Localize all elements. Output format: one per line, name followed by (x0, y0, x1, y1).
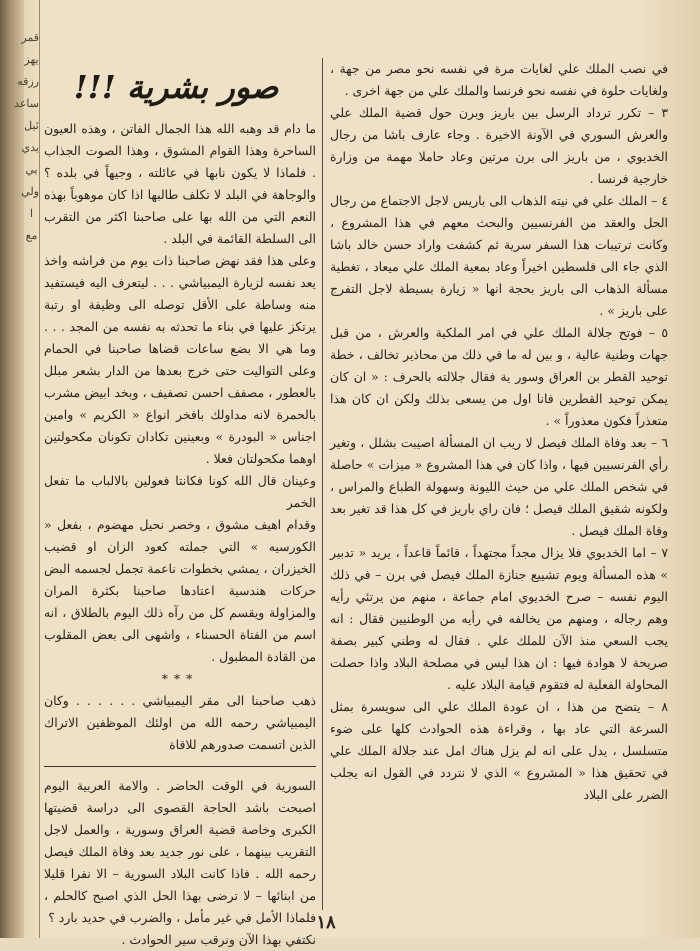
paragraph: وقدام اهيف مشوق ، وخصر نحيل مهضوم ، بفعل « الكورسيه » التي جملته كعود الزان او قضيب الخيزران ، يمشي بخطوات ناعمة تجمل لجسمه البض حركات هندسية اعتادها صاحبنا بكثرة المران والمزاولة ويقسم كل من رآه ذلك اليوم بالطلاق ، انه اسم من الفتاة الحسناء ، واشهى الى بعض المقلوب من القادة المطبول . (44, 517, 316, 664)
edge-word: يي (25, 163, 38, 176)
edge-word: ا (29, 207, 34, 220)
paragraph: ما دام قد وهبه الله هذا الجمال الفاتن ، وهذه العيون الساحرة وهذا القوام المشوق ، وهذا الصوت الجذاب . فلماذا لا يكون نابها في عائلته ، وجيهاً في بلده ؟ والوجاهة في البلد لا تكلف طالبها اذا كان موهوباً بهذه النعم التي من الله بها على صاحبنا اكثر من التقرب الى السلطة القائمة في البلد . (44, 121, 316, 246)
page-number: ١٨ (316, 912, 336, 933)
edge-word: رزقه (17, 75, 39, 88)
edge-word: يدي (21, 141, 39, 154)
book-binding (0, 0, 24, 938)
paragraph: ٥ – فوتح جلالة الملك علي في امر الملكية والعرش ، من قبل جهات وطنية عالية ، و بين له ما في ذلك من محاذير تخالف ، خطة توحيد القطر بن العراق وسور ية فقال جلالته بالحرف : « ان كان يمكن توحيد القطرين فانا اول من يسعى بذلك ولكن ان كان هذا متعذراً فكون معذوراً » . (330, 325, 668, 428)
edge-word: ساعد (14, 97, 39, 110)
paragraph: وعلى هذا فقد نهض صاحبنا ذات يوم من فراشه واخذ يعد نفسه لزيارة اليمبياشي . . . ليتعرف اليه فيستفيد منه وساطة على الأقل توصله الى وظيفة او رتبة يرتكز عليها في بناء ما تحدثه به نفسه من المجد . . . وما هي الا بضع ساعات قضاها صاحبنا في الحمام وعلى التواليت حتى خرج بعدها من الدار بشعر مبلل بالعطور ، مصفف احسن تصفيف ، وبخد ابيض مشرب بالحمرة لانه مداولك بافخر انواع « الكريم » وامين اجناس « البودرة » وبعينين تكادان تكونان مكحولتين اوهما مكحولتان فعلا . (44, 253, 316, 466)
adjacent-page-edge (14, 0, 40, 938)
paragraph: ٣ – تكرر ترداد الرسل بين باريز وبرن حول قضية الملك علي والعرش السوري في الآونة الاخيرة . وجاء عارف باشا من رجال الخديوي ، من باريز الى برن مرتين وعاد حاملا مهمة من وزارة خارجية فرنسا . (330, 105, 668, 186)
paragraph: نكتفي بهذا الآن ونرقب سير الحوادث . (121, 932, 316, 947)
edge-word: مع (25, 229, 38, 242)
edge-word: قمر (21, 31, 39, 44)
section-separator (44, 766, 316, 767)
left-column (44, 118, 316, 947)
section-stars: *** (161, 671, 199, 686)
edge-word: ولي (21, 185, 39, 198)
paragraph: في نصب الملك علي لغايات مرة في نفسه نحو مصر من جهة ، ولغايات حلوة في نفسه نحو فرنسا والملك علي من جهة اخرى . (330, 61, 668, 98)
paragraph: ذهب صاحبنا الى مقر اليمبياشي . . . . . . وكان اليمبياشي رحمه الله من اولئك الموظفين الاتراك الذين اتسمت صدورهم للاقاة (44, 693, 316, 752)
right-column (330, 58, 668, 908)
column-divider (322, 58, 323, 910)
edge-word: ئيل (24, 119, 39, 132)
paragraph: ٦ – بعد وفاة الملك فيصل لا ريب ان المسألة اصيبت بشلل ، وتغير رأي الفرنسيين فيها ، واذا كان في هذا المشروع « ميزات » حاصلة في شخص الملك علي من حيث الليونة وسهولة الطباع والمراس ، ولكونه شقيق الملك فيصل ؛ فان راي باريز في كل هذا قد تغير بعد وفاة الملك فيصل . (330, 435, 668, 538)
edge-word: يهز (24, 53, 39, 66)
paragraph: ٤ – الملك علي في نيته الذهاب الى باريس لاجل الاجتماع من رجال الحل والعقد من الفرنسيين والبحث معهم في هذا المشروع ، وكانت ترتيبات هذا السفر سرية ثم كشفت واراد حسن خالد باشا الذي جاء الى فلسطين اخيراً وعاد بمعية الملك علي ميعاد ، تغطية مسألة الذهاب الى باريز بحجة انها « زيارة بسيطة لاجل التفرج على باريز » . (330, 193, 668, 318)
article-title: صور بشرية !!! (73, 68, 279, 106)
paragraph: ٨ – يتضح من هذا ، ان عودة الملك علي الى سويسرة بمثل السرعة التي عاد بها ، وقراءة هذه الحوادث كلها على ضوء متسلسل ، يدل على انه لم يزل هناك امل عند جلالة الملك علي في تحقيق هذا « المشروع » الذي لا نتردد في القول انه يجلب الضرر على البلاد (330, 699, 668, 802)
paragraph: السورية في الوقت الحاضر . والامة العربية اليوم اصبحت باشد الحاجة القصوى الى دراسة قضيتها الكبرى وخاصة قضية العراق وسورية ، والعمل لاجل التقريب بينهما ، على نور جديد بعد وفاة الملك فيصل رحمه الله . فاذا كانت البلاد السورية – الا نفرا قليلا من ابنائها – لا ترضى بهذا الحل الذي اصبح كالحلم ، فلماذا الأمل في غير مأمل ، والضرب في حديد بارد ؟ (44, 778, 316, 925)
paragraph: ٧ – اما الخديوي فلا يزال مجداً مجتهداً ، قائماً قاعداً ، يريد « تدبير » هذه المسألة ويوم تشييع جنازة الملك فيصل في برن – في ذلك اليوم نفسه – صرح الخديوي امام جماعة ، منهم من يرتئي رأيه وهم رجاله ، ومنهم من يخالفه في رأيه من الوطنيين فقال : انه يجب السعي منذ الآن للملك علي . فقال له وطني كبير بصفة صريحة لا هوادة فيها : ان هذا ليس في مصلحة البلاد واذا حصلت المحاولة الفعلية له فتقوم قيامة البلاد عليه . (330, 545, 668, 692)
verse-line: وعينان قال الله كونا فكانتا فعولين بالالباب ما تفعل الخمر (44, 473, 316, 510)
